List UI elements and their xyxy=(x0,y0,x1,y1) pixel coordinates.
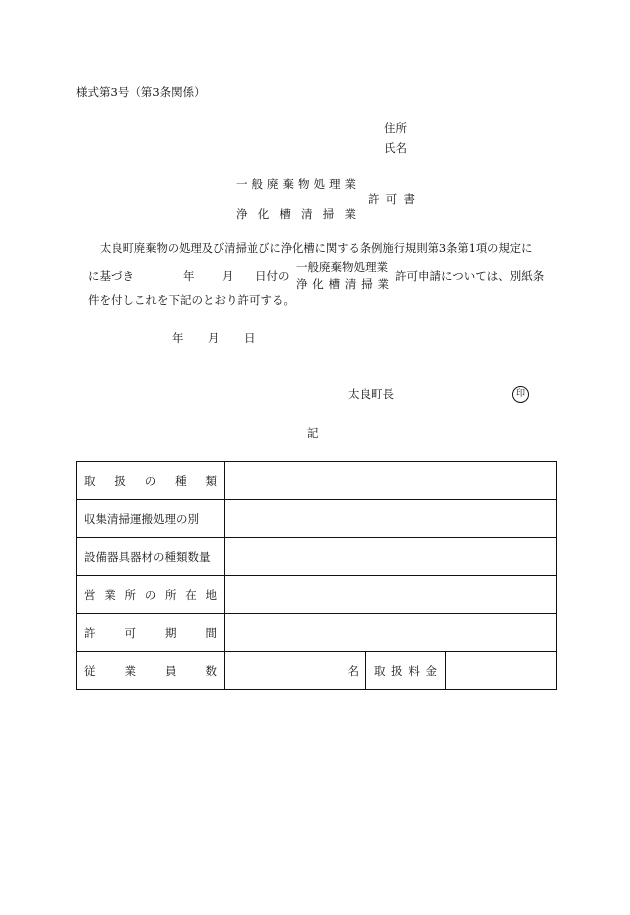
label-char: の xyxy=(144,587,157,602)
date-year: 年 xyxy=(172,331,184,345)
label-char: 可 xyxy=(124,625,136,640)
title-char: 可 xyxy=(385,192,398,206)
title-char: 業 xyxy=(344,177,356,191)
seal-mark: 印 xyxy=(512,386,529,403)
body-day-suffix: 日付の xyxy=(255,269,290,283)
title-char: 棄 xyxy=(282,177,294,191)
value-cell[interactable] xyxy=(225,576,557,614)
label-char: 地 xyxy=(205,587,217,602)
body-stack-top: 一般廃棄物処理業 xyxy=(296,260,388,274)
label-char: 業 xyxy=(124,663,136,678)
staff-count-cell[interactable] xyxy=(225,652,366,690)
title-char: 槽 xyxy=(279,207,291,221)
label-char: 金 xyxy=(425,663,437,678)
label-char: の xyxy=(144,473,157,488)
title-char: 清 xyxy=(301,207,313,221)
table-row xyxy=(77,538,557,576)
issuer: 太良町長 xyxy=(348,387,394,401)
staff-unit: 名 xyxy=(347,663,359,678)
label-char: 員 xyxy=(165,663,177,678)
table-row xyxy=(77,500,557,538)
label-char: 取 xyxy=(84,473,96,488)
label-char: 業 xyxy=(104,587,116,602)
title-char: 廃 xyxy=(267,177,279,191)
body-month: 月 xyxy=(222,269,234,283)
permit-details-table xyxy=(76,461,557,690)
label-char: 許 xyxy=(84,625,96,640)
title-char: 処 xyxy=(313,177,325,191)
date-month: 月 xyxy=(208,331,220,345)
body-stack-bottom xyxy=(296,279,389,291)
stack-char: 槽 xyxy=(328,277,341,291)
table-row xyxy=(77,462,557,500)
stack-char: 浄 xyxy=(296,277,308,291)
address-label: 住所 xyxy=(384,121,407,135)
row-label-equipment xyxy=(77,538,225,576)
label-char: 扱 xyxy=(114,473,126,488)
label-text: 収集清掃運搬処理の別 xyxy=(84,511,199,526)
label-char: 料 xyxy=(408,663,420,678)
body-line2-start: に基づき xyxy=(88,269,134,283)
body-line2-end: 許可申請については、別紙条 xyxy=(395,269,545,283)
label-char: 在 xyxy=(185,587,197,602)
table-row xyxy=(77,614,557,652)
date-day: 日 xyxy=(244,331,256,345)
label-char: 類 xyxy=(205,473,217,488)
value-cell[interactable] xyxy=(225,614,557,652)
label-char: 種 xyxy=(175,473,187,488)
title-char: 掃 xyxy=(322,207,335,221)
title-line-1 xyxy=(236,179,356,191)
label-char: 営 xyxy=(84,587,96,602)
body-line-3: 件を付しこれを下記のとおり許可する。 xyxy=(88,293,295,307)
label-text: 設備器具器材の種類数量 xyxy=(84,549,211,564)
fee-value-cell[interactable] xyxy=(446,652,557,690)
title-char: 理 xyxy=(329,177,341,191)
label-char: 所 xyxy=(165,587,177,602)
stack-char: 掃 xyxy=(361,277,373,291)
row-label-permit-period xyxy=(77,614,225,652)
title-char: 浄 xyxy=(236,207,248,221)
form-number: 様式第3号（第3条関係） xyxy=(76,85,206,99)
title-char: 業 xyxy=(344,207,356,221)
value-cell[interactable] xyxy=(225,500,557,538)
label-char: 扱 xyxy=(391,663,403,678)
table-row xyxy=(77,652,557,690)
label-char: 所 xyxy=(124,587,136,602)
title-char: 化 xyxy=(257,207,270,221)
fee-label-cell xyxy=(366,652,446,690)
title-line-2 xyxy=(236,209,356,221)
label-char: 間 xyxy=(205,625,217,640)
title-permit xyxy=(368,194,415,206)
row-label-handling-type xyxy=(77,462,225,500)
value-cell[interactable] xyxy=(225,462,557,500)
label-char: 数 xyxy=(205,663,217,678)
label-char: 従 xyxy=(84,663,96,678)
row-label-staff-count xyxy=(77,652,225,690)
title-char: 一 xyxy=(236,177,248,191)
title-char: 許 xyxy=(368,192,380,206)
ki-heading: 記 xyxy=(307,426,319,440)
row-label-office-location xyxy=(77,576,225,614)
stack-char: 化 xyxy=(312,277,324,291)
body-year: 年 xyxy=(183,269,195,283)
name-label: 氏名 xyxy=(384,141,407,155)
value-cell[interactable] xyxy=(225,538,557,576)
row-label-collection-category xyxy=(77,500,225,538)
title-char: 般 xyxy=(251,177,263,191)
label-char: 期 xyxy=(165,625,177,640)
label-char: 取 xyxy=(374,663,386,678)
body-line-1: 太良町廃棄物の処理及び清掃並びに浄化槽に関する条例施行規則第3条第1項の規定に xyxy=(100,242,533,255)
title-char: 物 xyxy=(298,177,310,191)
stack-char: 業 xyxy=(377,277,389,291)
stack-char: 清 xyxy=(344,277,357,291)
title-char: 書 xyxy=(403,192,415,206)
table-row xyxy=(77,576,557,614)
